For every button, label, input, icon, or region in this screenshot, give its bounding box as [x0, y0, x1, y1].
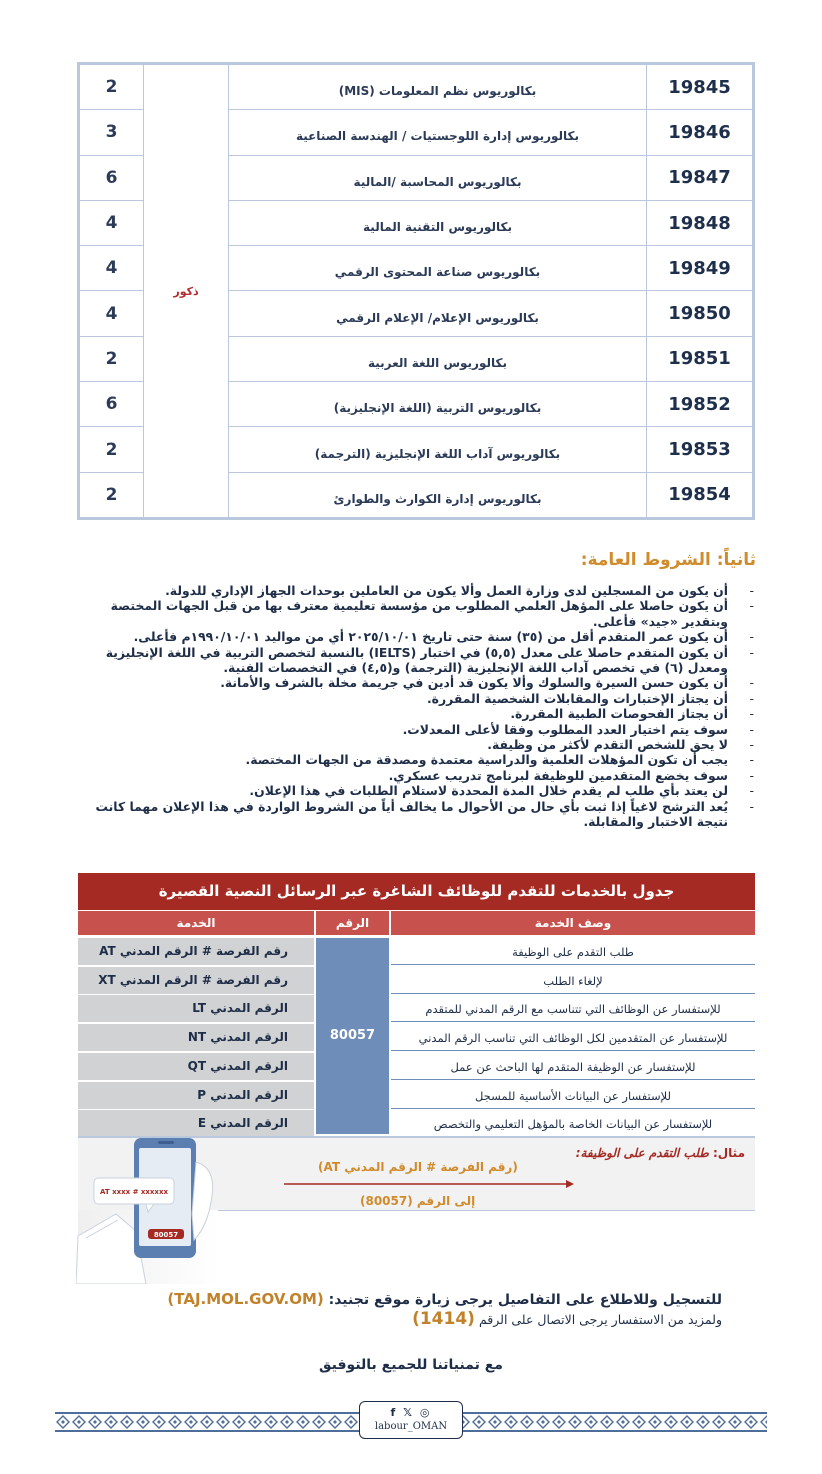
sms-table-title: جدول بالخدمات للتقدم للوظائف الشاغرة عبر الرسائل النصية القصيرة — [78, 873, 755, 910]
social-media-box — [359, 1401, 463, 1439]
job-major: بكالوريوس اللغة العربية — [229, 336, 647, 381]
sms-service-code: الرقم المدني E — [78, 1110, 314, 1137]
job-code: 19846 — [647, 110, 753, 155]
sms-service-description: للإستفسار عن الوظائف التي تتناسب مع الرقم المدني للمتقدم — [391, 995, 755, 1022]
example-label: مثال: — [712, 1146, 745, 1160]
sms-service-description: للإستفسار عن الوظيفة المتقدم لها الباحث عن عمل — [391, 1053, 755, 1080]
header-number: الرقم — [316, 911, 389, 935]
job-count: 2 — [80, 427, 144, 472]
job-major: بكالوريوس المحاسبة /المالية — [229, 155, 647, 200]
condition-item: - سوف يتم اختيار العدد المطلوب وفقا لأعلى المعدلات. — [66, 722, 756, 737]
job-major: بكالوريوس نظم المعلومات (MIS) — [229, 65, 647, 110]
sms-service-code: الرقم المدني NT — [78, 1024, 314, 1051]
sms-service-description: للإستفسار عن البيانات الأساسية للمسجل — [391, 1082, 755, 1109]
job-major: بكالوريوس التربية (اللغة الإنجليزية) — [229, 382, 647, 427]
condition-item: - أن يكون حسن السيرة والسلوك وألا يكون قد أدين في جريمة مخلة بالشرف والأمانة. — [66, 675, 756, 690]
job-major: بكالوريوس إدارة اللوجستيات / الهندسة الصناعية — [229, 110, 647, 155]
job-code: 19845 — [647, 65, 753, 110]
sms-service-code: رقم الفرصة # الرقم المدني XT — [78, 967, 314, 994]
header-service: الخدمة — [78, 911, 314, 935]
jobs-table — [79, 64, 753, 518]
condition-item: - يجب أن تكون المؤهلات العلمية والدراسية معتمدة ومصدقة من الجهات المختصة. — [66, 752, 756, 767]
visit-line — [167, 1290, 722, 1308]
sms-service-description: لإلغاء الطلب — [391, 967, 755, 994]
inquiry-text: ولمزيد من الاستفسار يرجى الاتصال على الرقم — [478, 1312, 722, 1327]
job-count: 4 — [80, 291, 144, 336]
condition-item: - سوف يخضع المتقدمين للوظيفة لبرنامج تدريب عسكري. — [66, 768, 756, 783]
job-major: بكالوريوس التقنية المالية — [229, 200, 647, 245]
job-major: بكالوريوس صناعة المحتوى الرقمي — [229, 246, 647, 291]
hotline-number: (1414) — [412, 1309, 475, 1329]
header-description: وصف الخدمة — [391, 911, 755, 935]
phone-message-text: AT xxxx # xxxxxx — [100, 1188, 168, 1196]
condition-item: - أن يكون المتقدم حاصلا على معدل (٥,٥) في اختبار (IELTS) بالنسبة لتخصص التربية في اللغة الإنجليزية ومعدل (٦) في تخصص آداب اللغة الإنجليزية (الترجمة) و(٤,٥) في التخصصات الفنية. — [66, 645, 756, 676]
condition-item: - لا يحق للشخص التقدم لأكثر من وظيفة. — [66, 737, 756, 752]
sms-service-code: الرقم المدني LT — [78, 995, 314, 1022]
job-code: 19848 — [647, 200, 753, 245]
jobs-table-container — [77, 62, 755, 520]
job-count: 3 — [80, 110, 144, 155]
phone-number-text: 80057 — [153, 1231, 179, 1239]
job-major: بكالوريوس الإعلام/ الإعلام الرقمي — [229, 291, 647, 336]
sms-service-code: الرقم المدني QT — [78, 1053, 314, 1080]
visit-text: للتسجيل وللاطلاع على التفاصيل يرجى زيارة موقع تجنيد: — [328, 1292, 722, 1308]
website-link[interactable]: (TAJ.MOL.GOV.OM) — [167, 1290, 324, 1308]
condition-item: - أن يكون عمر المتقدم أقل من (٣٥) سنة حتى تاريخ ٢٠٢٥/١٠/٠١ أي من مواليد ١٩٩٠/١٠/٠١م فأعلى. — [66, 629, 756, 644]
sms-service-description: للإستفسار عن البيانات الخاصة بالمؤهل التعليمي والتخصص — [391, 1110, 755, 1137]
condition-item: - يُعد الترشح لاغياً إذا ثبت بأي حال من الأحوال ما يخالف أياً من الشروط الواردة في هذا الإعلان مهما كانت نتيجة الاختبار والمقابلة. — [66, 799, 756, 830]
condition-item: - أن يكون من المسجلين لدى وزارة العمل وألا يكون من العاملين بوحدات الجهاز الإداري للدولة. — [66, 583, 756, 598]
social-handle[interactable]: labour_OMAN — [374, 1421, 448, 1432]
arrow-right-icon — [284, 1179, 574, 1189]
condition-item: - لن يعتد بأي طلب لم يقدم خلال المدة المحددة لاستلام الطلبات في هذا الإعلان. — [66, 783, 756, 798]
job-code: 19849 — [647, 246, 753, 291]
inquiry-line — [412, 1309, 722, 1329]
example-to-number: إلى الرقم (80057) — [360, 1194, 476, 1208]
job-code: 19854 — [647, 472, 753, 517]
job-count: 2 — [80, 472, 144, 517]
job-code: 19852 — [647, 382, 753, 427]
job-code: 19847 — [647, 155, 753, 200]
closing-wish: مع تمنياتنا للجميع بالتوفيق — [319, 1357, 503, 1373]
conditions-title: ثانياً: الشروط العامة: — [580, 550, 756, 570]
conditions-list — [66, 583, 756, 830]
social-icons: f 𝕏 ◎ — [390, 1406, 432, 1419]
table-row — [80, 65, 753, 110]
condition-item: - أن يجتاز الإختبارات والمقابلات الشخصية المقررة. — [66, 691, 756, 706]
condition-item: - أن يجتاز الفحوصات الطبية المقررة. — [66, 706, 756, 721]
job-count: 4 — [80, 200, 144, 245]
condition-item: - أن يكون حاصلا على المؤهل العلمي المطلوب من مؤسسة تعليمية معترف بها من قبل الجهات المختصة وبتقدير «جيد» فأعلى. — [66, 598, 756, 629]
gender-cell: ذكور — [144, 65, 229, 518]
job-count: 6 — [80, 382, 144, 427]
job-major: بكالوريوس إدارة الكوارث والطوارئ — [229, 472, 647, 517]
phone-in-hand-icon — [76, 1136, 226, 1284]
example-value: طلب التقدم على الوظيفة: — [575, 1146, 709, 1160]
example-title — [576, 1146, 745, 1160]
job-count: 6 — [80, 155, 144, 200]
job-major: بكالوريوس آداب اللغة الإنجليزية (الترجمة) — [229, 427, 647, 472]
sms-service-description: طلب التقدم على الوظيفة — [391, 938, 755, 965]
job-count: 2 — [80, 65, 144, 110]
job-code: 19853 — [647, 427, 753, 472]
job-count: 4 — [80, 246, 144, 291]
job-count: 2 — [80, 336, 144, 381]
sms-service-code: الرقم المدني P — [78, 1082, 314, 1109]
sms-service-code: رقم الفرصة # الرقم المدني AT — [78, 938, 314, 965]
example-message: (رقم الفرصة # الرقم المدني AT) — [318, 1160, 518, 1174]
sms-service-description: للإستفسار عن المتقدمين لكل الوظائف التي تناسب الرقم المدني — [391, 1024, 755, 1051]
job-code: 19850 — [647, 291, 753, 336]
sms-number: 80057 — [316, 938, 389, 1134]
job-code: 19851 — [647, 336, 753, 381]
